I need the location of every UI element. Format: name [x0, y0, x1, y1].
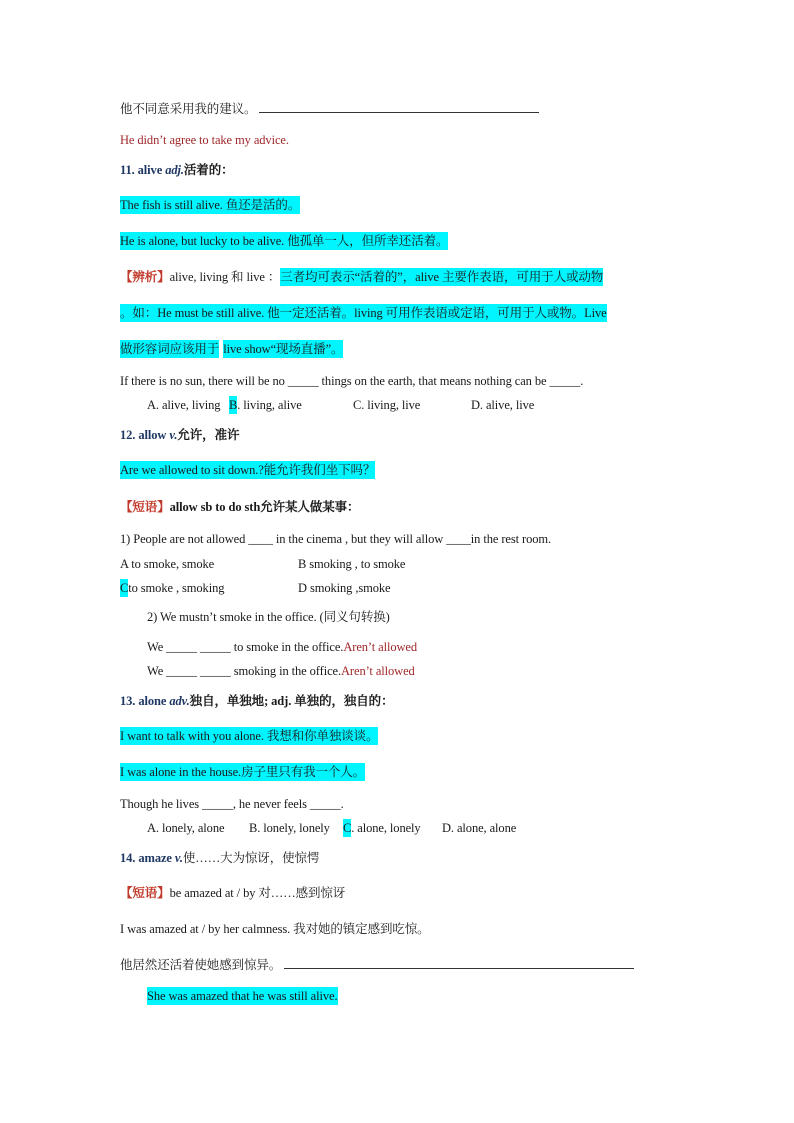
quiz-options — [147, 819, 516, 837]
option-c: Cto smoke , smoking — [120, 581, 225, 595]
rewrite-answer: Aren’t allowed — [341, 664, 415, 678]
phrase-note: 【短语】allow sb to do sth允许某人做某事： — [120, 500, 360, 514]
quiz-options — [120, 555, 405, 573]
example-sentence: I want to talk with you alone. 我想和你单独谈谈。 — [120, 729, 379, 743]
example-sentence: The fish is still alive. 鱼还是活的。 — [120, 198, 301, 212]
option-d: D smoking ,smoke — [298, 581, 391, 595]
entry-heading-amaze: 14. amaze v.使……大为惊讶，使惊愕 — [120, 851, 320, 865]
option-b: B. living, alive — [229, 398, 302, 412]
answer-blank-line — [284, 956, 634, 969]
answer-blank-line — [259, 100, 539, 113]
rewrite-answer: Aren’t allowed — [343, 640, 418, 654]
translation-prompt: 他居然还活着使她感到惊异。 — [120, 956, 634, 974]
example-sentence: I was amazed at / by her calmness. 我对她的镇定感到吃惊。 — [120, 922, 430, 936]
usage-note: 【辨析】alive, living 和 live ：三者均可表示“活着的”，alive 主要作表语，可用于人或动物 — [120, 270, 604, 284]
translation-prompt: 他不同意采用我的建议。 — [120, 100, 539, 118]
example-sentence: Are we allowed to sit down.?能允许我们坐下吗？ — [120, 463, 376, 477]
option-b: B smoking , to smoke — [298, 557, 406, 571]
entry-heading-alone: 13. alone adv.独自，单独地; adj. 单独的，独自的： — [120, 694, 394, 708]
quiz-question: If there is no sun, there will be no _____ things on the earth, that means nothing can be _____. — [120, 374, 584, 388]
quiz-question: 2) We mustn’t smoke in the office. (同义句转换) — [147, 610, 390, 624]
translation-answer: She was amazed that he was still alive. — [147, 989, 338, 1003]
usage-note: 。如：He must be still alive. 他一定还活着。living 可用作表语或定语，可用于人或物。Live — [120, 306, 607, 320]
rewrite-line: We _____ _____ smoking in the office.Aren’t allowed — [147, 664, 415, 678]
option-c: C. alone, lonely — [343, 821, 421, 835]
example-sentence: I was alone in the house.房子里只有我一个人。 — [120, 765, 366, 779]
quiz-options — [120, 579, 391, 597]
phrase-note: 【短语】be amazed at / by 对……感到惊讶 — [120, 886, 346, 900]
example-sentence: He is alone, but lucky to be alive. 他孤单一人，但所幸还活着。 — [120, 234, 449, 248]
quiz-question: 1) People are not allowed ____ in the cinema , but they will allow ____in the rest room. — [120, 532, 552, 546]
option-a: A. lonely, alone — [147, 821, 225, 835]
option-b: B. lonely, lonely — [249, 821, 330, 835]
option-d: D. alone, alone — [442, 821, 517, 835]
quiz-question: Though he lives _____, he never feels _____. — [120, 797, 344, 811]
option-c: C. living, live — [353, 398, 421, 412]
rewrite-line: We _____ _____ to smoke in the office.Aren’t allowed — [147, 640, 418, 654]
option-a: A. alive, living — [147, 398, 221, 412]
quiz-options — [147, 396, 534, 414]
entry-heading-allow: 12. allow v.允许，准许 — [120, 428, 240, 442]
option-a: A to smoke, smoke — [120, 557, 215, 571]
entry-heading-alive: 11. alive adj.活着的： — [120, 163, 234, 177]
option-d: D. alive, live — [471, 398, 535, 412]
translation-answer: He didn’t agree to take my advice. — [120, 133, 289, 147]
usage-note: 做形容词应该用于 live show“现场直播”。 — [120, 342, 344, 356]
